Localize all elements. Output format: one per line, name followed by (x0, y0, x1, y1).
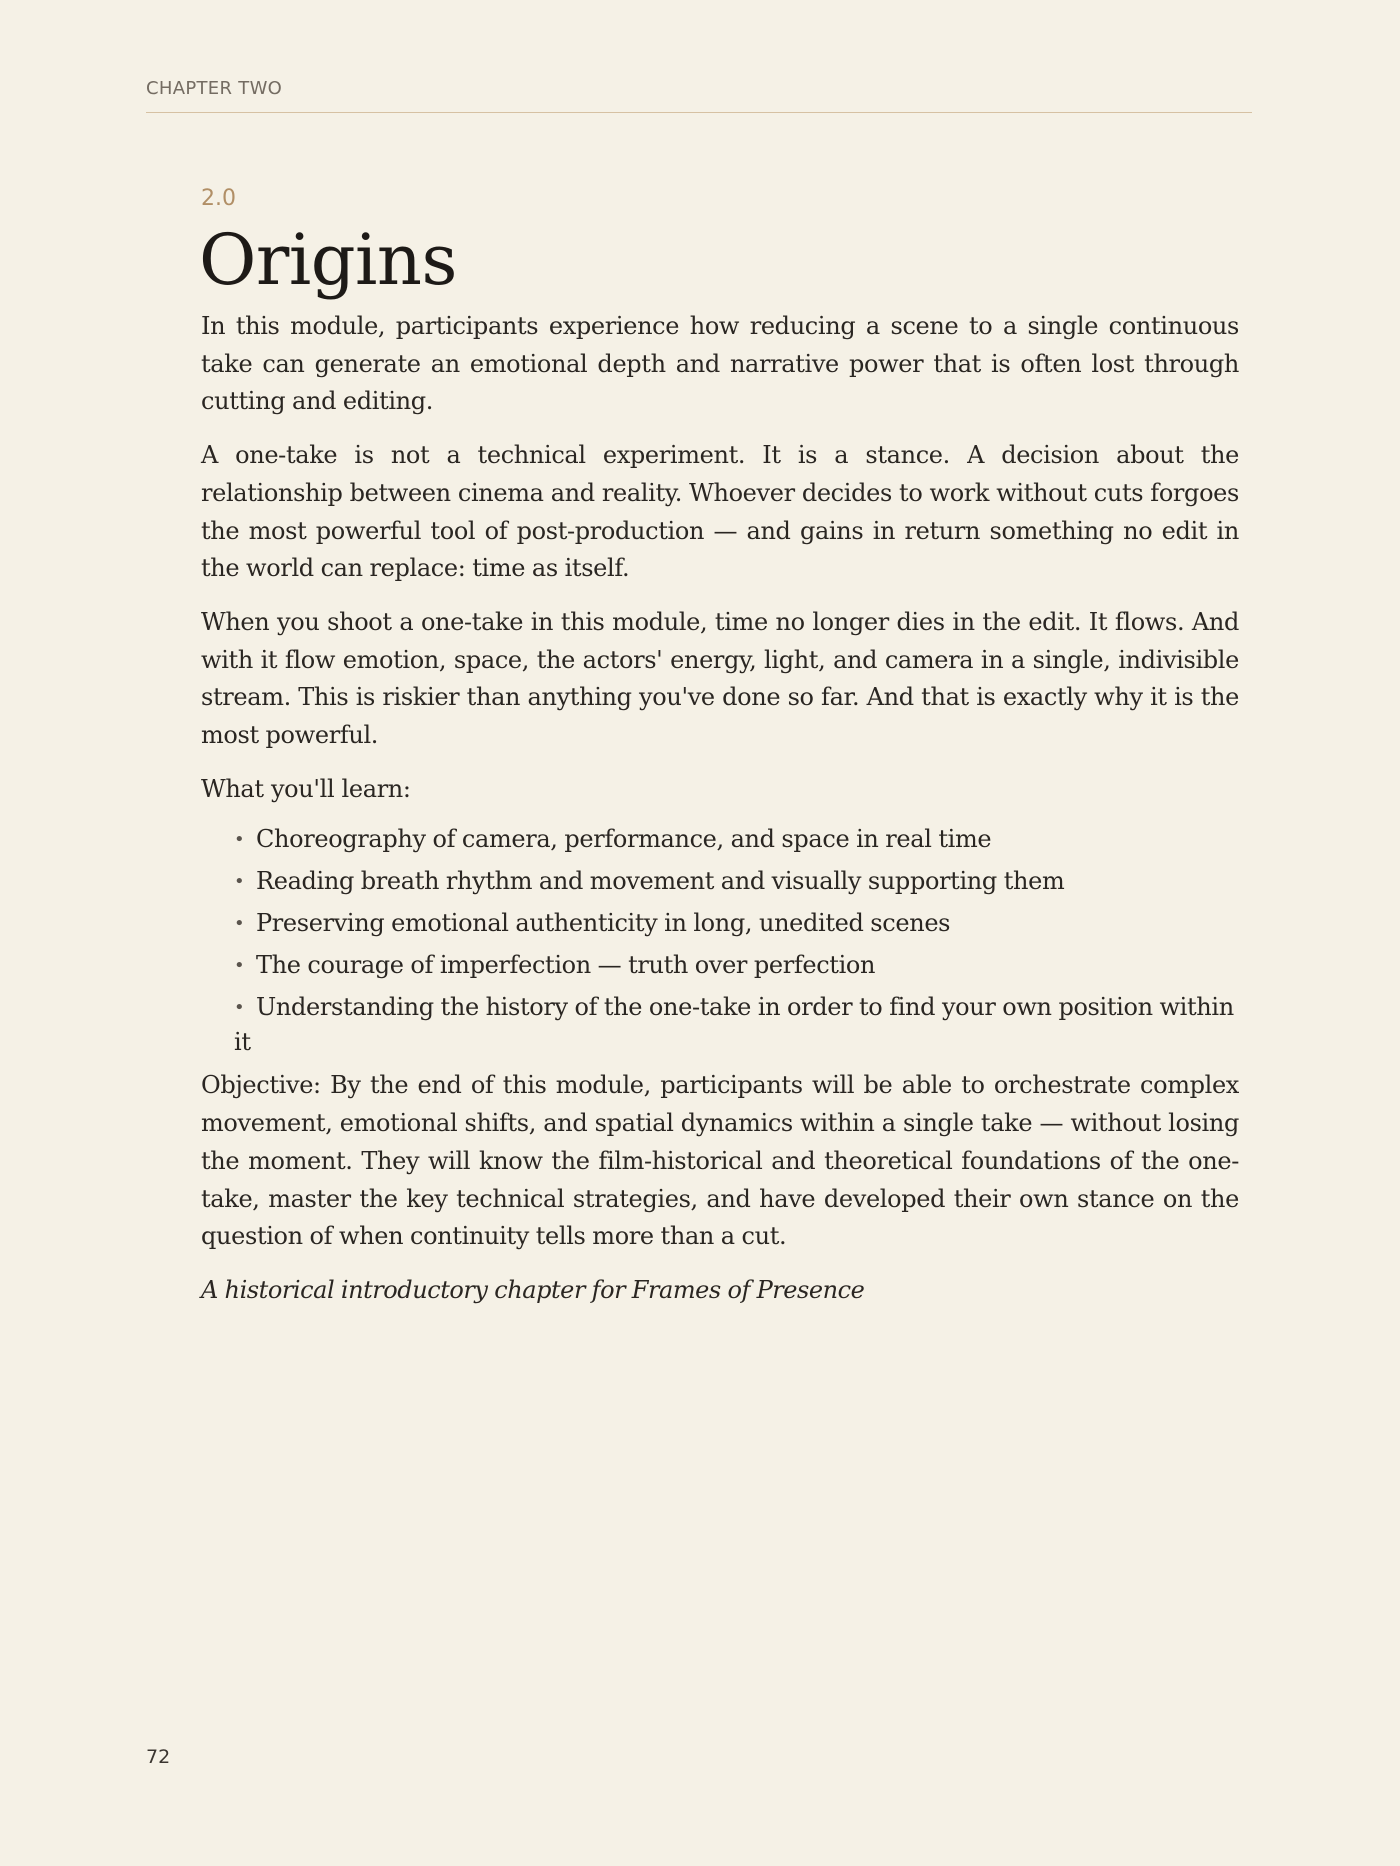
list-item (234, 822, 1239, 857)
header-divider (146, 112, 1252, 113)
chapter-title: Origins (199, 219, 457, 301)
list-item (234, 906, 1239, 941)
list-item-text: Understanding the history of the one-take in order to find your own position within it (234, 993, 1234, 1057)
objective-paragraph: Objective: By the end of this module, participants will be able to orchestrate complex movement, emotional shifts, and spatial dynamics within a single take — without losing the moment. They will know the film-historical and theoretical foundations of the one-take, master the key technical strategies, and have developed their own stance on the question of when continuity tells more than a cut. (201, 1071, 1239, 1251)
list-item (234, 864, 1239, 899)
list-item (234, 990, 1239, 1060)
list-item-text: The courage of imperfection — truth over perfection (256, 951, 876, 980)
body-paragraph-1: In this module, participants experience how reducing a scene to a single continuous take can generate an emotional depth and narrative power that is often lost through cutting and editing. (201, 312, 1239, 416)
body-paragraph-3: When you shoot a one-take in this module, time no longer dies in the edit. It flows. And with it flow emotion, space, the actors' energy, light, and camera in a single, indivisible stream. This is riskier than anything you've done so far. And that is exactly why it is the most powerful. (201, 607, 1239, 750)
section-number: 2.0 (201, 186, 236, 211)
bullet-icon: • (234, 829, 245, 851)
page-number: 72 (146, 1746, 171, 1768)
page-content (201, 184, 1239, 1310)
closing-note: A historical introductory chapter for Frames of Presence (201, 1275, 865, 1304)
learn-heading: What you'll learn: (201, 774, 411, 803)
running-header: CHAPTER TWO (146, 78, 283, 99)
bullet-icon: • (234, 913, 245, 935)
learn-list (201, 822, 1239, 1060)
bullet-icon: • (234, 955, 245, 977)
list-item-text: Preserving emotional authenticity in long, unedited scenes (256, 909, 951, 938)
list-item (234, 948, 1239, 983)
bullet-icon: • (234, 871, 245, 893)
body-paragraph-2: A one-take is not a technical experiment. It is a stance. A decision about the relationship between cinema and reality. Whoever decides to work without cuts forgoes the most powerful tool of post-production — and gains in return something no edit in the world can replace: time as itself. (201, 441, 1239, 583)
list-item-text: Reading breath rhythm and movement and visually supporting them (256, 867, 1065, 896)
bullet-icon: • (234, 997, 245, 1019)
list-item-text: Choreography of camera, performance, and space in real time (256, 825, 992, 854)
